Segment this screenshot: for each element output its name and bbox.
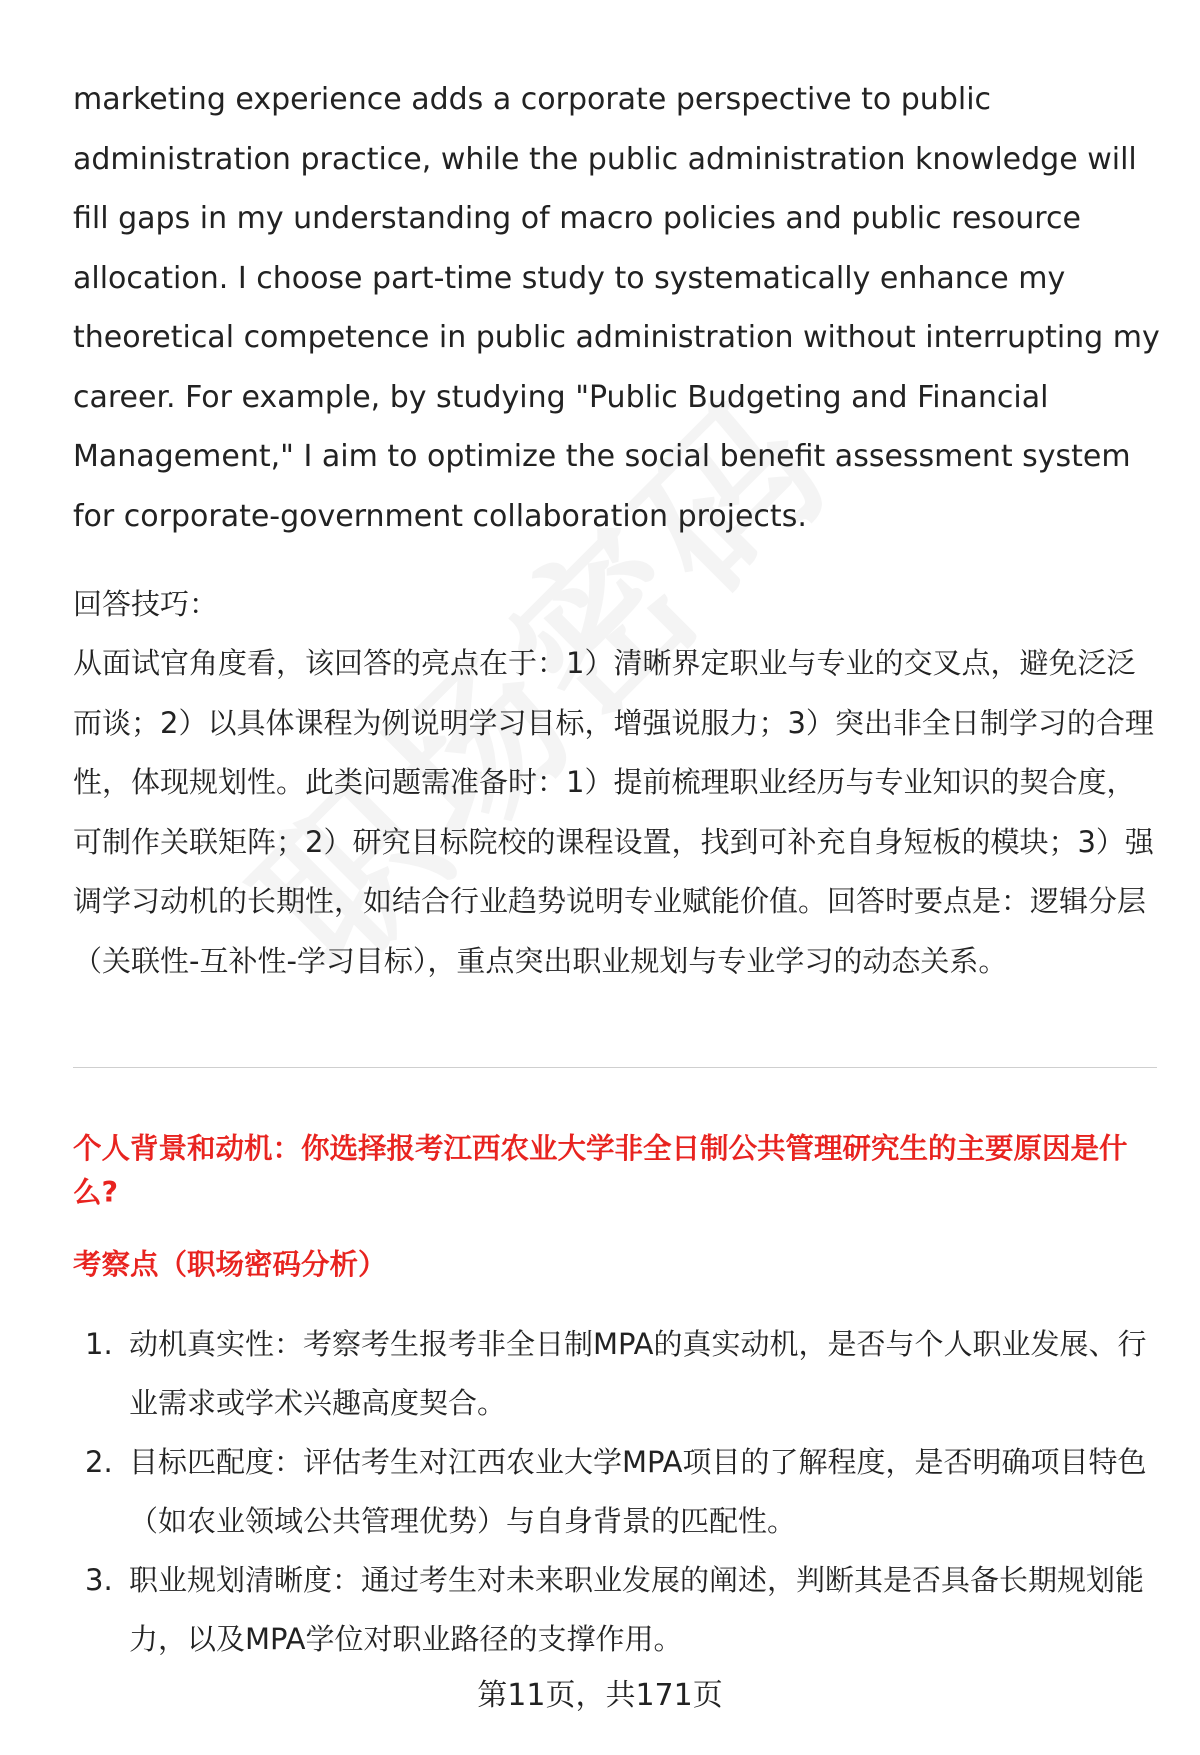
tips-label: 回答技巧： bbox=[73, 587, 219, 621]
list-item-number: 2. bbox=[85, 1445, 113, 1479]
list-item bbox=[73, 1551, 1163, 1669]
list-item-number: 1. bbox=[85, 1327, 113, 1361]
list-item-text: 职业规划清晰度：通过考生对未来职业发展的阐述，判断其是否具备长期规划能力，以及MPA学位对职业路径的支撑作用。 bbox=[129, 1563, 1145, 1656]
list-item bbox=[73, 1433, 1163, 1551]
list-item-number: 3. bbox=[85, 1563, 113, 1597]
section-divider bbox=[73, 1067, 1157, 1068]
page-number-footer: 第11页，共171页 bbox=[477, 1678, 723, 1713]
question-heading: 个人背景和动机：你选择报考江西农业大学非全日制公共管理研究生的主要原因是什么? bbox=[73, 1132, 1128, 1209]
analysis-section-title: 考察点（职场密码分析） bbox=[73, 1248, 387, 1281]
english-answer-paragraph: marketing experience adds a corporate perspective to public administration practice, while the public administration knowledge will fill gaps in my understanding of macro policies and public resource allocation. I choose part-time study to systematically enhance my theoretical competence in public administration without interrupting my career. For example, by studying "Public Budgeting and Financial Management," I aim to optimize the social benefit assessment system for corporate-government collaboration projects. bbox=[73, 82, 1160, 534]
tips-text: 从面试官角度看，该回答的亮点在于：1）清晰界定职业与专业的交叉点，避免泛泛而谈；2）以具体课程为例说明学习目标，增强说服力；3）突出非全日制学习的合理性，体现规划性。此类问题需准备时：1）提前梳理职业经历与专业知识的契合度，可制作关联矩阵；2）研究目标院校的课程设置，找到可补充自身短板的模块；3）强调学习动机的长期性，如结合行业趋势说明专业赋能价值。回答时要点是：逻辑分层（关联性-互补性-学习目标），重点突出职业规划与专业学习的动态关系。 bbox=[73, 646, 1154, 978]
list-item-text: 动机真实性：考察考生报考非全日制MPA的真实动机，是否与个人职业发展、行业需求或学术兴趣高度契合。 bbox=[129, 1327, 1147, 1420]
list-item-text: 目标匹配度：评估考生对江西农业大学MPA项目的了解程度，是否明确项目特色（如农业领域公共管理优势）与自身背景的匹配性。 bbox=[129, 1445, 1147, 1538]
list-item bbox=[73, 1315, 1163, 1433]
analysis-points-list bbox=[73, 1315, 1163, 1669]
